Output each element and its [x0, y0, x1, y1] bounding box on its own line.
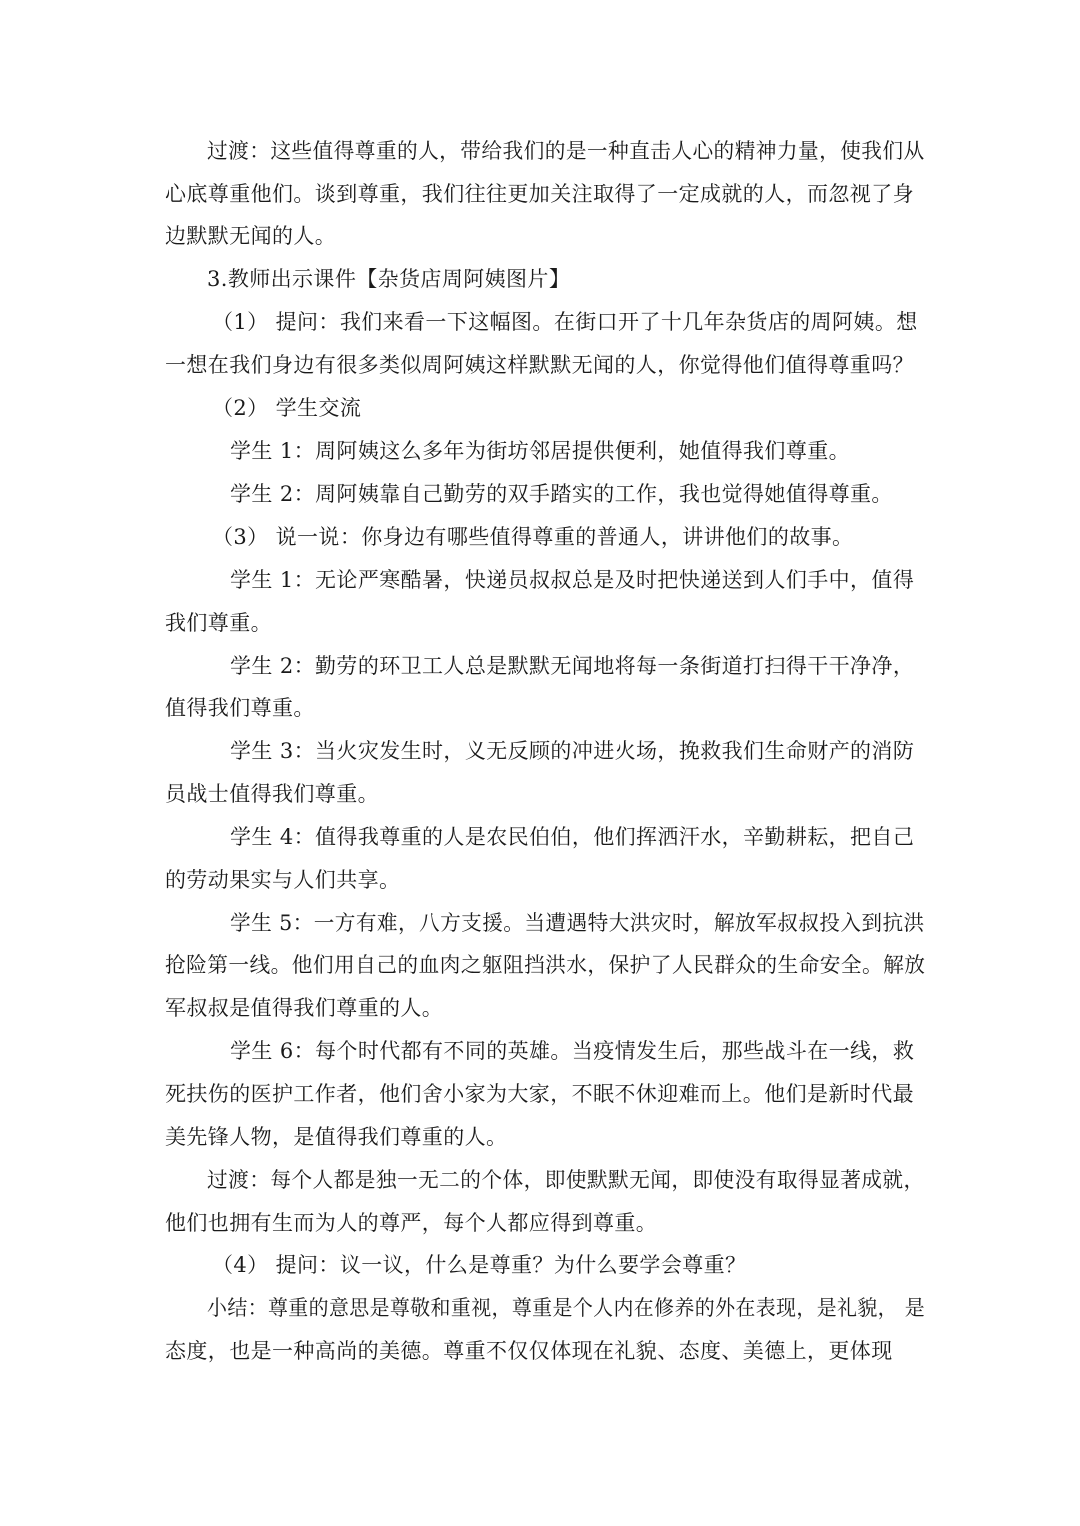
paragraph-line: （2） 学生交流	[212, 396, 362, 420]
summary-line: 态度，也是一种高尚的美德。尊重不仅仅体现在礼貌、态度、美德上，更体现	[165, 1339, 893, 1363]
student-answer-line: 学生 1：周阿姨这么多年为街坊邻居提供便利，她值得我们尊重。	[230, 439, 851, 463]
student-answer-line: 学生 5：一方有难，八方支援。当遭遇特大洪灾时，解放军叔叔投入到抗洪	[230, 911, 925, 935]
summary-line: 小结：尊重的意思是尊敬和重视，尊重是个人内在修养的外在表现，是礼貌， 是	[207, 1296, 926, 1320]
paragraph-line: 军叔叔是值得我们尊重的人。	[165, 996, 444, 1020]
student-answer-line: 学生 4：值得我尊重的人是农民伯伯，他们挥洒汗水，辛勤耕耘，把自己	[230, 825, 915, 849]
student-answer-line: 学生 1：无论严寒酷暑，快递员叔叔总是及时把快递送到人们手中，值得	[230, 568, 915, 592]
paragraph-line: （4） 提问：议一议，什么是尊重？为什么要学会尊重？	[212, 1253, 747, 1277]
paragraph-line: 死扶伤的医护工作者，他们舍小家为大家，不眠不休迎难而上。他们是新时代最	[165, 1082, 914, 1106]
paragraph-line: 过渡：这些值得尊重的人，带给我们的是一种直击人心的精神力量，使我们从	[207, 139, 925, 163]
student-answer-line: 学生 3：当火灾发生时，义无反顾的冲进火场，挽救我们生命财产的消防	[230, 739, 915, 763]
paragraph-line: 我们尊重。	[165, 611, 272, 635]
paragraph-line: 抢险第一线。他们用自己的血肉之躯阻挡洪水，保护了人民群众的生命安全。解放	[165, 953, 926, 977]
paragraph-line: 一想在我们身边有很多类似周阿姨这样默默无闻的人，你觉得他们值得尊重吗？	[165, 353, 914, 377]
paragraph-line: 的劳动果实与人们共享。	[165, 868, 401, 892]
section-heading: 3.教师出示课件【杂货店周阿姨图片】	[207, 267, 571, 291]
paragraph-line: （3） 说一说：你身边有哪些值得尊重的普通人，讲讲他们的故事。	[212, 525, 854, 549]
student-answer-line: 学生 6：每个时代都有不同的英雄。当疫情发生后，那些战斗在一线，救	[230, 1039, 915, 1063]
paragraph-line: 员战士值得我们尊重。	[165, 782, 379, 806]
paragraph-line: 值得我们尊重。	[165, 696, 315, 720]
paragraph-line: 美先锋人物，是值得我们尊重的人。	[165, 1125, 508, 1149]
paragraph-line: 过渡：每个人都是独一无二的个体，即使默默无闻，即使没有取得显著成就，	[207, 1168, 925, 1192]
paragraph-line: 边默默无闻的人。	[165, 224, 337, 248]
paragraph-line: 心底尊重他们。谈到尊重，我们往往更加关注取得了一定成就的人，而忽视了身	[165, 182, 914, 206]
student-answer-line: 学生 2：勤劳的环卫工人总是默默无闻地将每一条街道打扫得干干净净，	[230, 654, 915, 678]
paragraph-line: （1） 提问：我们来看一下这幅图。在街口开了十几年杂货店的周阿姨。想	[212, 310, 918, 334]
student-answer-line: 学生 2：周阿姨靠自己勤劳的双手踏实的工作，我也觉得她值得尊重。	[230, 482, 893, 506]
paragraph-line: 他们也拥有生而为人的尊严，每个人都应得到尊重。	[165, 1211, 658, 1235]
